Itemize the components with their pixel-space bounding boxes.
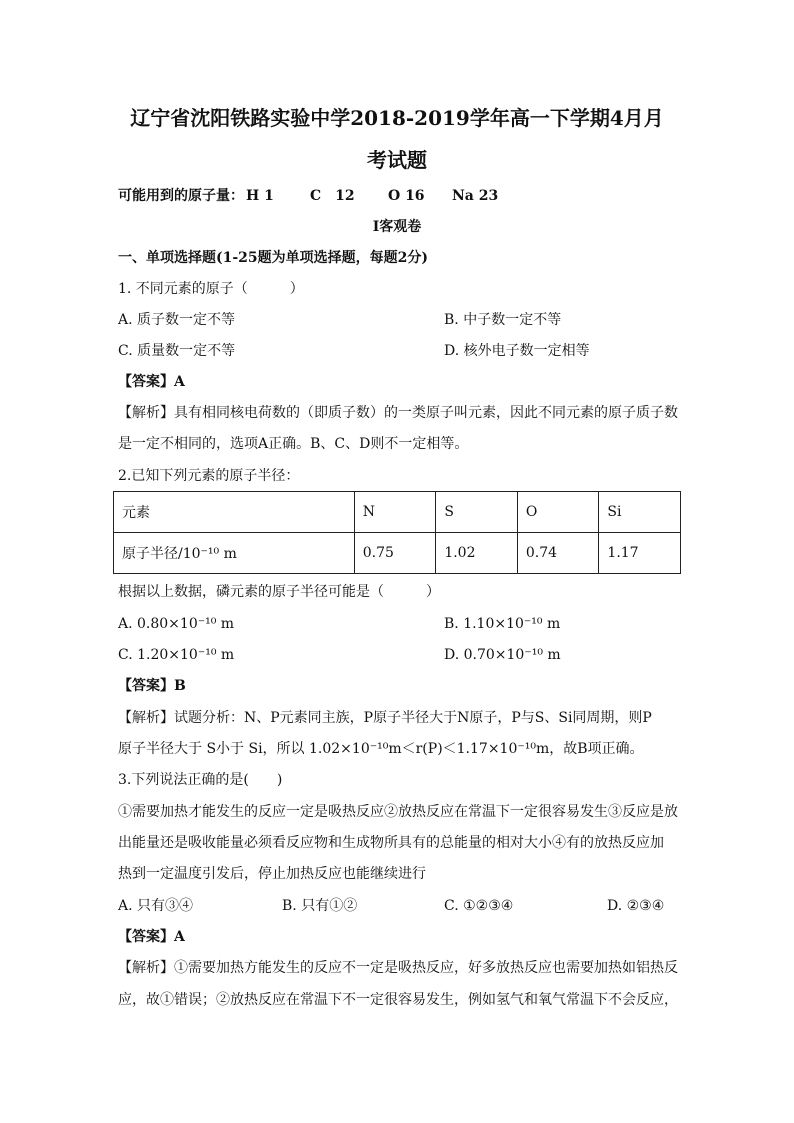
q3-analysis-line1: 【解析】①需要加热方能发生的反应不一定是吸热反应，好多放热反应也需要加热如铝热反	[118, 960, 678, 976]
q1-option-a: A. 质子数一定不等	[118, 312, 236, 328]
q1-option-c: C. 质量数一定不等	[118, 343, 236, 359]
section-heading: 一、单项选择题(1-25题为单项选择题，每题2分)	[118, 250, 429, 266]
table-cell: 原子半径/10⁻¹⁰ m	[114, 533, 355, 574]
page-title-line2: 考试题	[367, 148, 427, 172]
q3-option-d: D. ②③④	[607, 898, 665, 914]
volume-heading: Ⅰ客观卷	[372, 219, 422, 235]
page-title-line1: 辽宁省沈阳铁路实验中学2018-2019学年高一下学期4月月	[130, 106, 664, 130]
q2-question: 根据以上数据，磷元素的原子半径可能是（ ）	[118, 584, 440, 600]
q3-option-b: B. 只有①②	[282, 898, 358, 914]
q2-option-d: D. 0.70×10⁻¹⁰ m	[444, 647, 561, 663]
atomic-mass-na: Na 23	[452, 188, 499, 204]
table-cell: O	[517, 492, 599, 533]
atomic-mass-h: H 1	[246, 188, 274, 204]
table-cell: Si	[599, 492, 681, 533]
q3-body-line3: 热到一定温度引发后，停止加热反应也能继续进行	[118, 866, 426, 882]
q1-analysis-line1: 【解析】具有相同核电荷数的（即质子数）的一类原子叫元素，因此不同元素的原子质子数	[118, 405, 678, 421]
atomic-mass-label: 可能用到的原子量：	[118, 188, 244, 204]
table-cell: 0.74	[517, 533, 599, 574]
table-cell: 元素	[114, 492, 355, 533]
atomic-mass-c: C 12	[310, 188, 355, 204]
q2-analysis-line2: 原子半径大于 S小于 Si，所以 1.02×10⁻¹⁰m＜r(P)＜1.17×10⁻¹⁰m，故B项正确。	[118, 741, 644, 757]
q2-option-a: A. 0.80×10⁻¹⁰ m	[118, 616, 235, 632]
q3-stem: 3.下列说法正确的是( )	[118, 772, 283, 788]
q3-answer: 【答案】A	[118, 929, 185, 945]
q3-option-a: A. 只有③④	[118, 898, 194, 914]
q1-answer: 【答案】A	[118, 374, 185, 390]
q2-answer: 【答案】B	[118, 678, 186, 694]
atomic-mass-o: O 16	[388, 188, 425, 204]
q3-analysis-line2: 应，故①错误；②放热反应在常温下不一定很容易发生，例如氢气和氧气常温下不会反应，	[118, 992, 678, 1008]
q3-option-c: C. ①②③④	[444, 898, 514, 914]
q3-body-line2: 出能量还是吸收能量必须看反应物和生成物所具有的总能量的相对大小④有的放热反应加	[118, 835, 664, 851]
atomic-radius-table	[113, 491, 681, 574]
q1-option-b: B. 中子数一定不等	[444, 312, 562, 328]
table-cell: S	[436, 492, 518, 533]
q1-option-d: D. 核外电子数一定相等	[444, 343, 590, 359]
table-cell: 0.75	[354, 533, 436, 574]
q2-option-b: B. 1.10×10⁻¹⁰ m	[444, 616, 561, 632]
q2-analysis-line1: 【解析】试题分析：N、P元素同主族，P原子半径大于N原子，P与S、Si同周期，则P	[118, 710, 652, 726]
table-cell: N	[354, 492, 436, 533]
table-cell: 1.17	[599, 533, 681, 574]
q1-stem: 1. 不同元素的原子（ ）	[118, 281, 304, 297]
q2-stem: 2.已知下列元素的原子半径：	[118, 468, 300, 484]
q2-option-c: C. 1.20×10⁻¹⁰ m	[118, 647, 235, 663]
table-row	[114, 533, 681, 574]
table-cell: 1.02	[436, 533, 518, 574]
table-header-row	[114, 492, 681, 533]
q1-analysis-line2: 是一定不相同的，选项A正确。B、C、D则不一定相等。	[118, 436, 469, 452]
q3-body-line1: ①需要加热才能发生的反应一定是吸热反应②放热反应在常温下一定很容易发生③反应是放	[118, 804, 678, 820]
